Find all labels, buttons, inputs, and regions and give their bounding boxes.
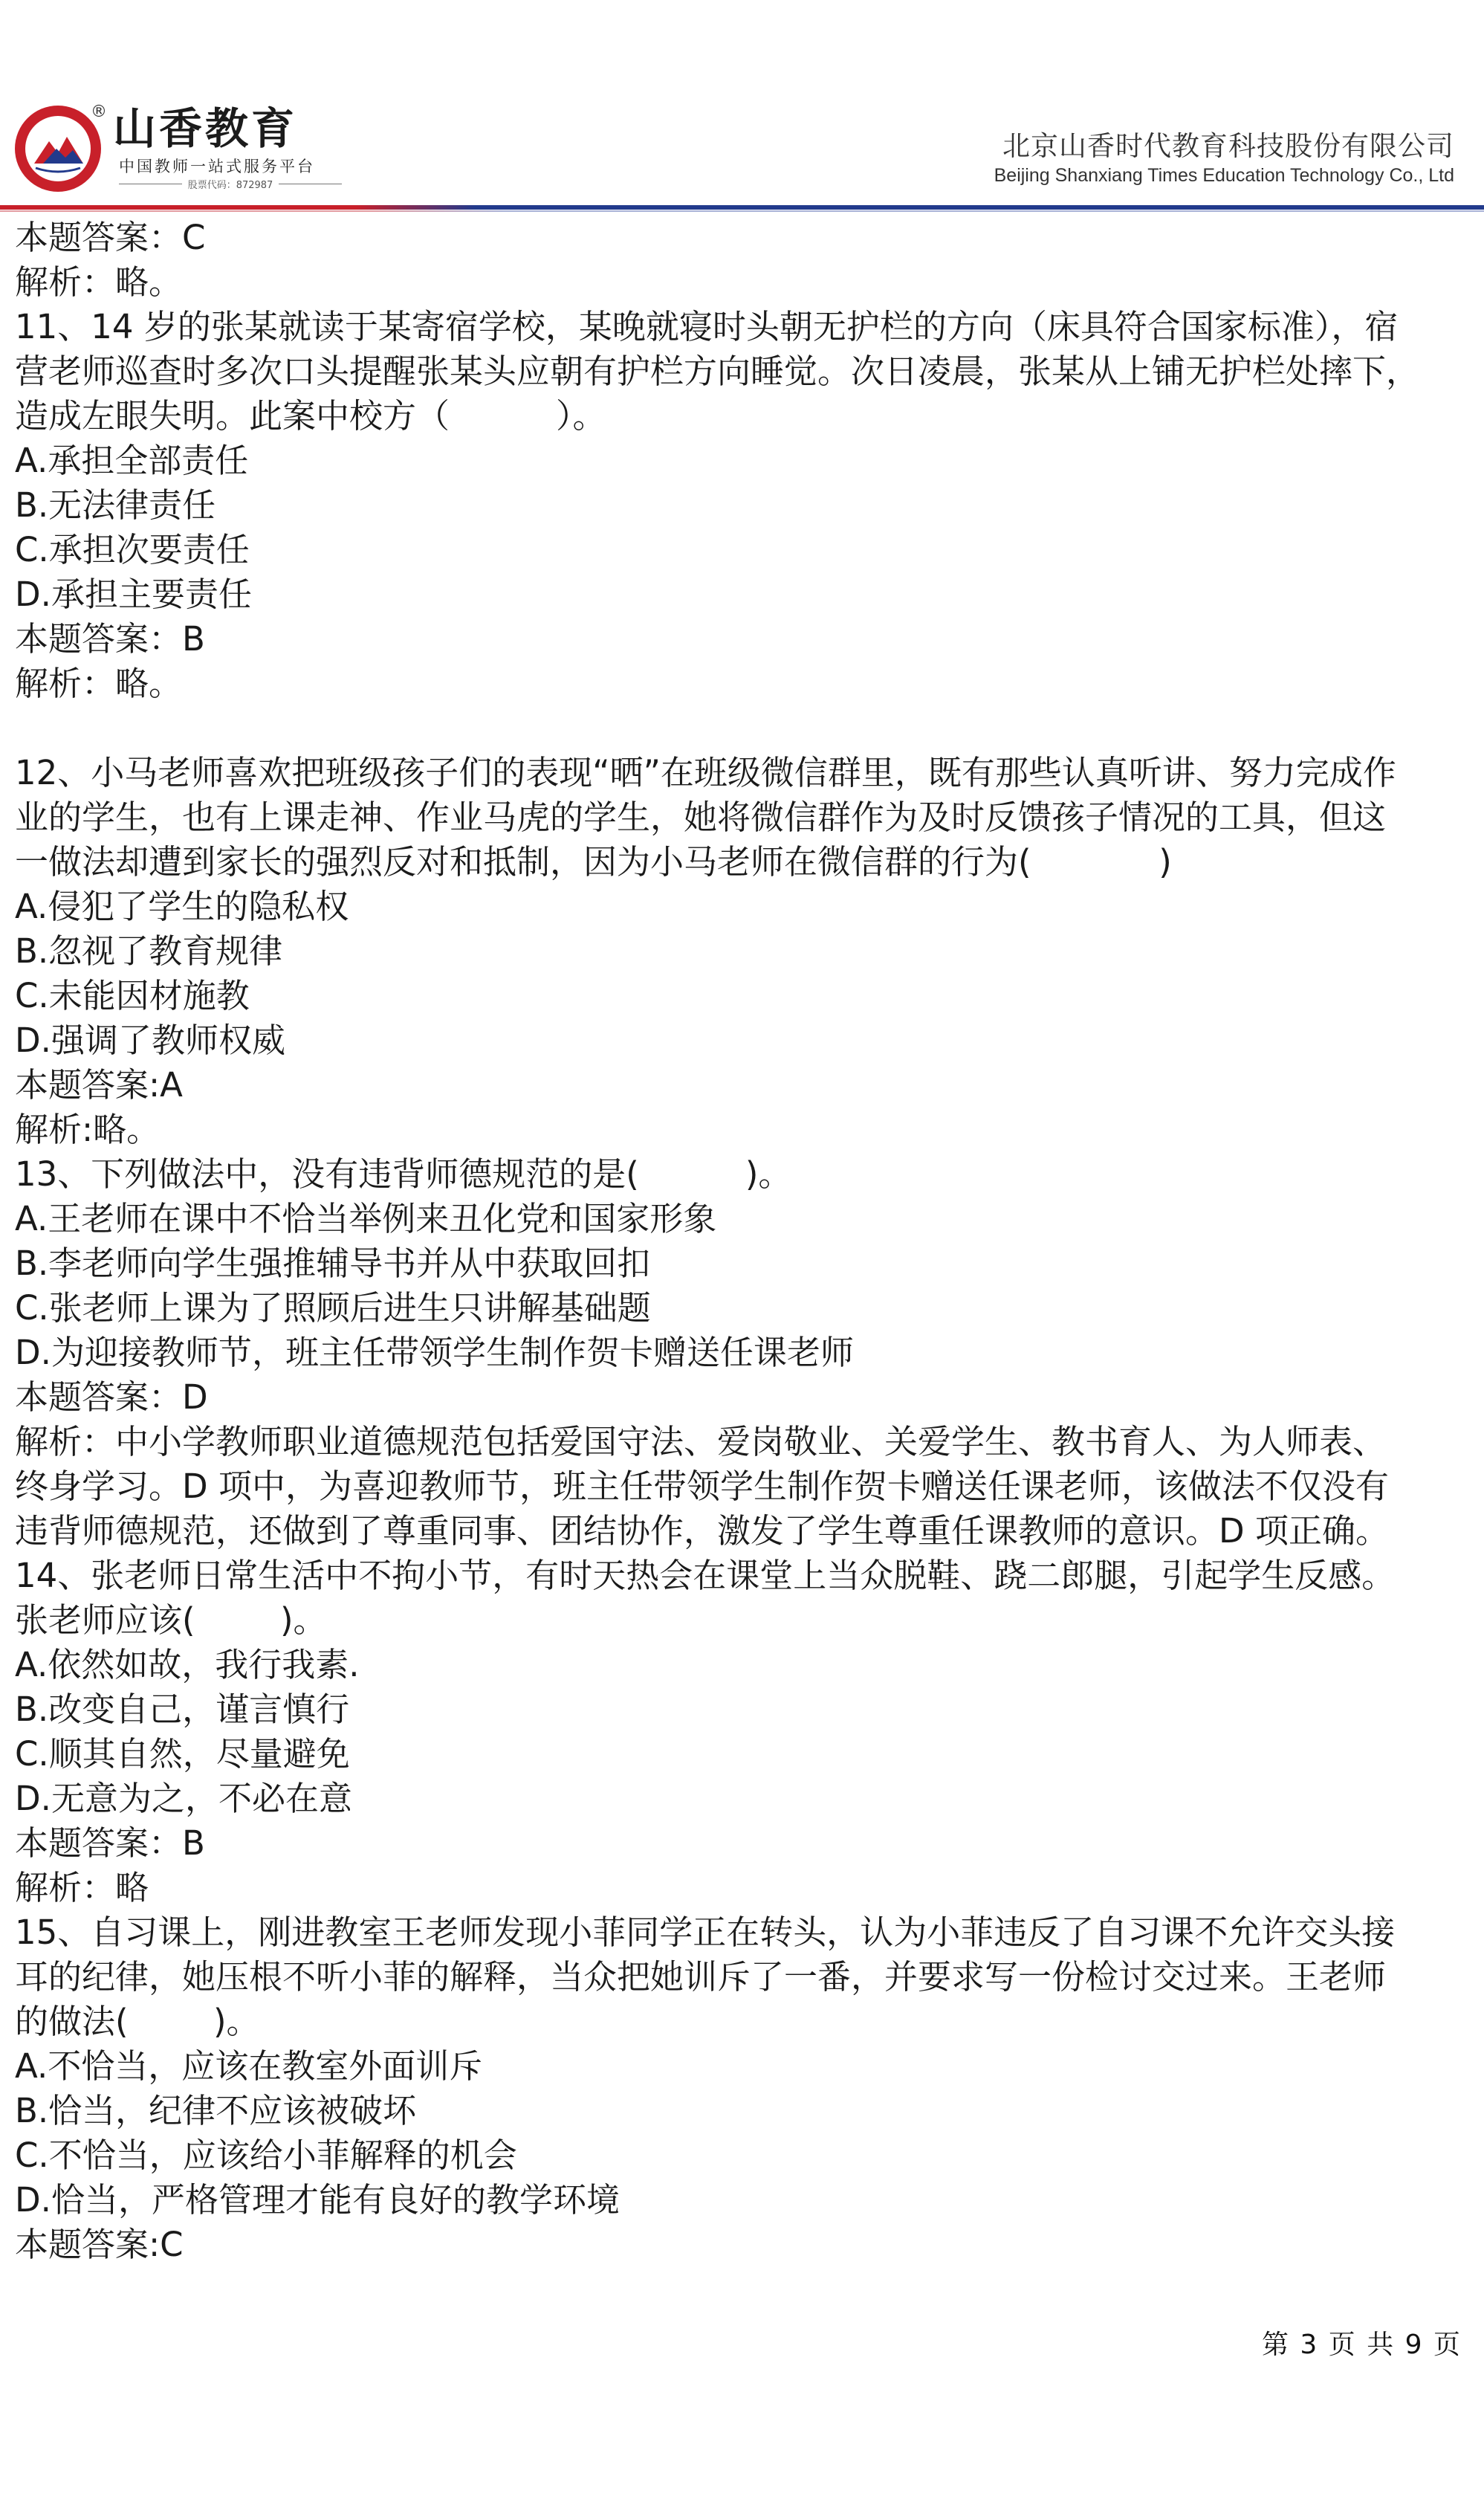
- analysis-line: 违背师德规范，还做到了尊重同事、团结协作，激发了学生尊重任课教师的意识。D 项正确。: [15, 1511, 1389, 1551]
- answer-line: 本题答案：D: [15, 1377, 208, 1417]
- question-stem-line: 12、小马老师喜欢把班级孩子们的表现“晒”在班级微信群里，既有那些认真听讲、努力完成作: [15, 753, 1396, 792]
- header-divider: [0, 205, 1484, 210]
- registered-mark: ®: [91, 103, 107, 121]
- question-stem-line: 14、张老师日常生活中不拘小节，有时天热会在课堂上当众脱鞋、跷二郎腿，引起学生反感。: [15, 1556, 1396, 1595]
- question-stem-line: 业的学生，也有上课走神、作业马虎的学生，她将微信群作为及时反馈孩子情况的工具，但这: [15, 798, 1387, 837]
- company-name-en: Beijing Shanxiang Times Education Technology Co., Ltd: [994, 165, 1454, 186]
- page-header: [0, 0, 1484, 212]
- answer-line: 本题答案:C: [15, 2225, 184, 2264]
- page-number: 第 3 页 共 9 页: [1261, 2330, 1462, 2360]
- analysis-line: 终身学习。D 项中，为喜迎教师节，班主任带领学生制作贺卡赠送任课老师，该做法不仅没有: [15, 1467, 1389, 1506]
- question-stem-line: 15、自习课上，刚进教室王老师发现小菲同学正在转头，认为小菲违反了自习课不允许交头接: [15, 1913, 1396, 1952]
- document-body: [15, 216, 1468, 2267]
- question-stem-line: 一做法却遭到家长的强烈反对和抵制，因为小马老师在微信群的行为( ): [15, 842, 1172, 882]
- answer-line: 本题答案:A: [15, 1065, 183, 1105]
- text-line: 本题答案：C: [15, 218, 206, 257]
- analysis-line: 解析：中小学教师职业道德规范包括爱国守法、爱岗敬业、关爱学生、教书育人、为人师表、: [15, 1422, 1387, 1461]
- company-name-cn: 北京山香时代教育科技股份有限公司: [1002, 130, 1454, 162]
- question-stem-line: 造成左眼失明。此案中校方（ ）。: [15, 396, 606, 436]
- option-line: C.不恰当，应该给小菲解释的机会: [15, 2136, 517, 2175]
- answer-line: 本题答案：B: [15, 1823, 205, 1863]
- option-line: C.未能因材施教: [15, 976, 250, 1015]
- answer-line: 本题答案：B: [15, 619, 205, 659]
- question-stem-line: 13、下列做法中，没有违背师德规范的是( )。: [15, 1154, 792, 1194]
- header-divider-thin: [0, 210, 1484, 212]
- question-stem-line: 营老师巡查时多次口头提醒张某头应朝有护栏方向睡觉。次日凌晨，张某从上铺无护栏处摔下，: [15, 352, 1420, 391]
- text-line: 解析：略。: [15, 262, 183, 302]
- question-stem-line: 张老师应该( )。: [15, 1600, 327, 1640]
- question-stem-line: 的做法( )。: [15, 2002, 260, 2041]
- blank-line: [15, 706, 1468, 751]
- analysis-line: 解析:略。: [15, 1110, 161, 1149]
- option-line: B.改变自己，谨言慎行: [15, 1690, 350, 1729]
- option-line: B.无法律责任: [15, 485, 216, 525]
- option-line: B.李老师向学生强推辅导书并从中获取回扣: [15, 1244, 651, 1283]
- option-line: D.恰当，严格管理才能有良好的教学环境: [15, 2180, 620, 2220]
- stock-code-text: 股票代码：872987: [187, 180, 273, 191]
- option-line: A.王老师在课中不恰当举例来丑化党和国家形象: [15, 1199, 717, 1238]
- brand-name: 山香教育: [113, 103, 298, 154]
- option-line: B.恰当，纪律不应该被破坏: [15, 2091, 417, 2130]
- brand-tagline: 中国教师一站式服务平台: [119, 158, 315, 175]
- option-line: D.无意为之，不必在意: [15, 1779, 352, 1818]
- shanxiang-logo-icon: [13, 104, 103, 193]
- option-line: C.顺其自然，尽量避免: [15, 1734, 350, 1774]
- option-line: D.承担主要责任: [15, 575, 252, 614]
- analysis-line: 解析：略。: [15, 664, 183, 703]
- option-line: A.侵犯了学生的隐私权: [15, 887, 349, 926]
- option-line: A.依然如故，我行我素.: [15, 1645, 360, 1684]
- option-line: D.为迎接教师节，班主任带领学生制作贺卡赠送任课老师: [15, 1333, 854, 1372]
- option-line: C.张老师上课为了照顾后进生只讲解基础题: [15, 1288, 651, 1328]
- option-line: A.不恰当，应该在教室外面训斥: [15, 2046, 483, 2086]
- option-line: A.承担全部责任: [15, 441, 249, 480]
- analysis-line: 解析：略: [15, 1868, 149, 1907]
- question-stem-line: 耳的纪律，她压根不听小菲的解释，当众把她训斥了一番，并要求写一份检讨交过来。王老师: [15, 1957, 1387, 1997]
- option-line: D.强调了教师权威: [15, 1021, 285, 1060]
- option-line: B.忽视了教育规律: [15, 931, 283, 971]
- option-line: C.承担次要责任: [15, 530, 250, 569]
- question-stem-line: 11、14 岁的张某就读于某寄宿学校，某晚就寝时头朝无护栏的方向（床具符合国家标准），宿: [15, 307, 1399, 346]
- stock-code: [119, 177, 342, 191]
